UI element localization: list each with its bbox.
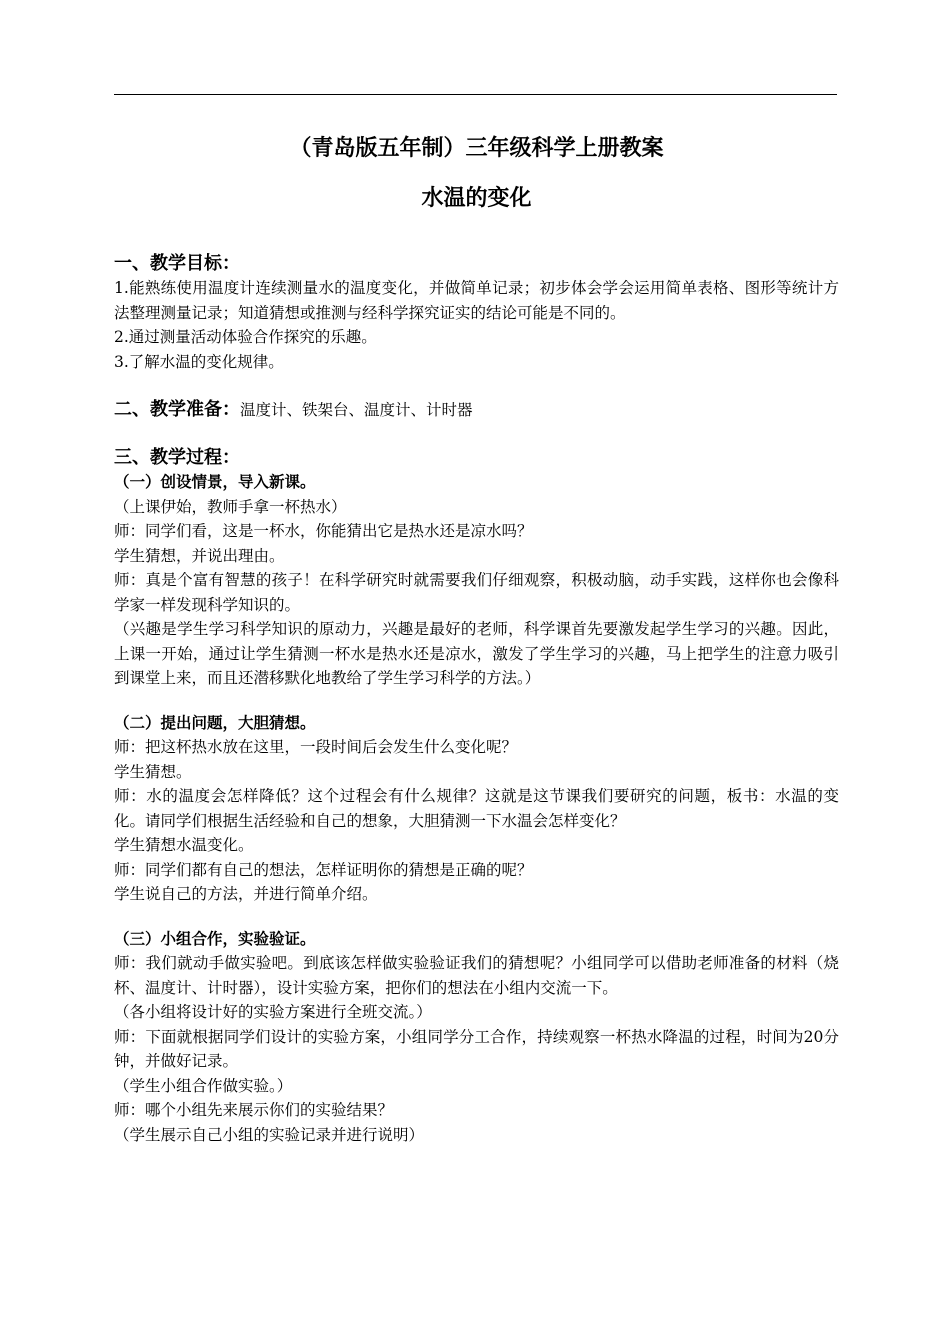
part1-line-3: 学生猜想，并说出理由。 <box>114 546 285 565</box>
part1-line-4: 师：真是个富有智慧的孩子！在科学研究时就需要我们仔细观察，积极动脑，动手实践，这样你也会像科学家一样发现科学知识的。 <box>114 571 839 614</box>
part3-line-4: （学生小组合作做实验。） <box>114 1076 293 1095</box>
part3-line-1: 师：我们就动手做实验吧。到底该怎样做实验验证我们的猜想呢？小组同学可以借助老师准备的材料（烧杯、温度计、计时器），设计实验方案，把你们的想法在小组内交流一下。 <box>114 954 839 997</box>
goal-item-2: 2.通过测量活动体验合作探究的乐趣。 <box>114 328 377 346</box>
document-subtitle: 水温的变化 <box>421 186 532 211</box>
part3-line-5: 师：哪个小组先来展示你们的实验结果？ <box>114 1101 394 1119</box>
part1-heading: （一）创设情景，导入新课。 <box>114 473 316 491</box>
part2-line-4: 学生猜想水温变化。 <box>114 836 254 854</box>
part3-line-3: 师：下面就根据同学们设计的实验方案，小组同学分工合作，持续观察一杯热水降温的过程，时间为20分钟，并做好记录。 <box>114 1027 839 1070</box>
section-prep-content: 温度计、铁架台、温度计、计时器 <box>240 401 473 419</box>
section-prep <box>114 398 839 422</box>
document-page <box>114 128 839 1147</box>
goal-item-3: 3.了解水温的变化规律。 <box>114 352 284 371</box>
part3-line-6: （学生展示自己小组的实验记录并进行说明） <box>114 1125 425 1144</box>
part2-heading: （二）提出问题，大胆猜想。 <box>114 713 316 732</box>
part2-line-5: 师：同学们都有自己的想法，怎样证明你的猜想是正确的呢？ <box>114 860 533 879</box>
document-title: （青岛版五年制）三年级科学上册教案 <box>289 136 664 161</box>
header-rule <box>114 94 837 95</box>
part2-line-6: 学生说自己的方法，并进行简单介绍。 <box>114 885 378 903</box>
part2-line-1: 师：把这杯热水放在这里，一段时间后会发生什么变化呢？ <box>114 738 518 756</box>
part1-line-2: 师：同学们看，这是一杯水，你能猜出它是热水还是凉水吗？ <box>114 522 533 540</box>
part2-line-3: 师：水的温度会怎样降低？这个过程会有什么规律？这就是这节课我们要研究的问题，板书：水温的变化。请同学们根据生活经验和自己的想象，大胆猜测一下水温会怎样变化？ <box>114 787 839 830</box>
part3-heading: （三）小组合作，实验验证。 <box>114 929 316 948</box>
section-goals-heading: 一、教学目标： <box>114 253 240 274</box>
section-prep-heading: 二、教学准备： <box>114 399 240 420</box>
section-process-heading: 三、教学过程： <box>114 447 240 468</box>
part3-line-2: （各小组将设计好的实验方案进行全班交流。） <box>114 1003 432 1021</box>
goal-item-1: 1.能熟练使用温度计连续测量水的温度变化，并做简单记录；初步体会学会运用简单表格、图形等统计方法整理测量记录；知道猜想或推测与经科学探究证实的结论可能是不同的。 <box>114 279 839 322</box>
part1-line-5: （兴趣是学生学习科学知识的原动力，兴趣是最好的老师，科学课首先要激发起学生学习的兴趣。因此，上课一开始，通过让学生猜测一杯水是热水还是凉水，激发了学生学习的兴趣，马上把学生的注意力吸引到课堂上来，而且还潜移默化地教给了学生学习科学的方法。） <box>114 620 839 687</box>
part2-line-2: 学生猜想。 <box>114 762 192 781</box>
part1-line-1: （上课伊始，教师手拿一杯热水） <box>114 497 347 516</box>
